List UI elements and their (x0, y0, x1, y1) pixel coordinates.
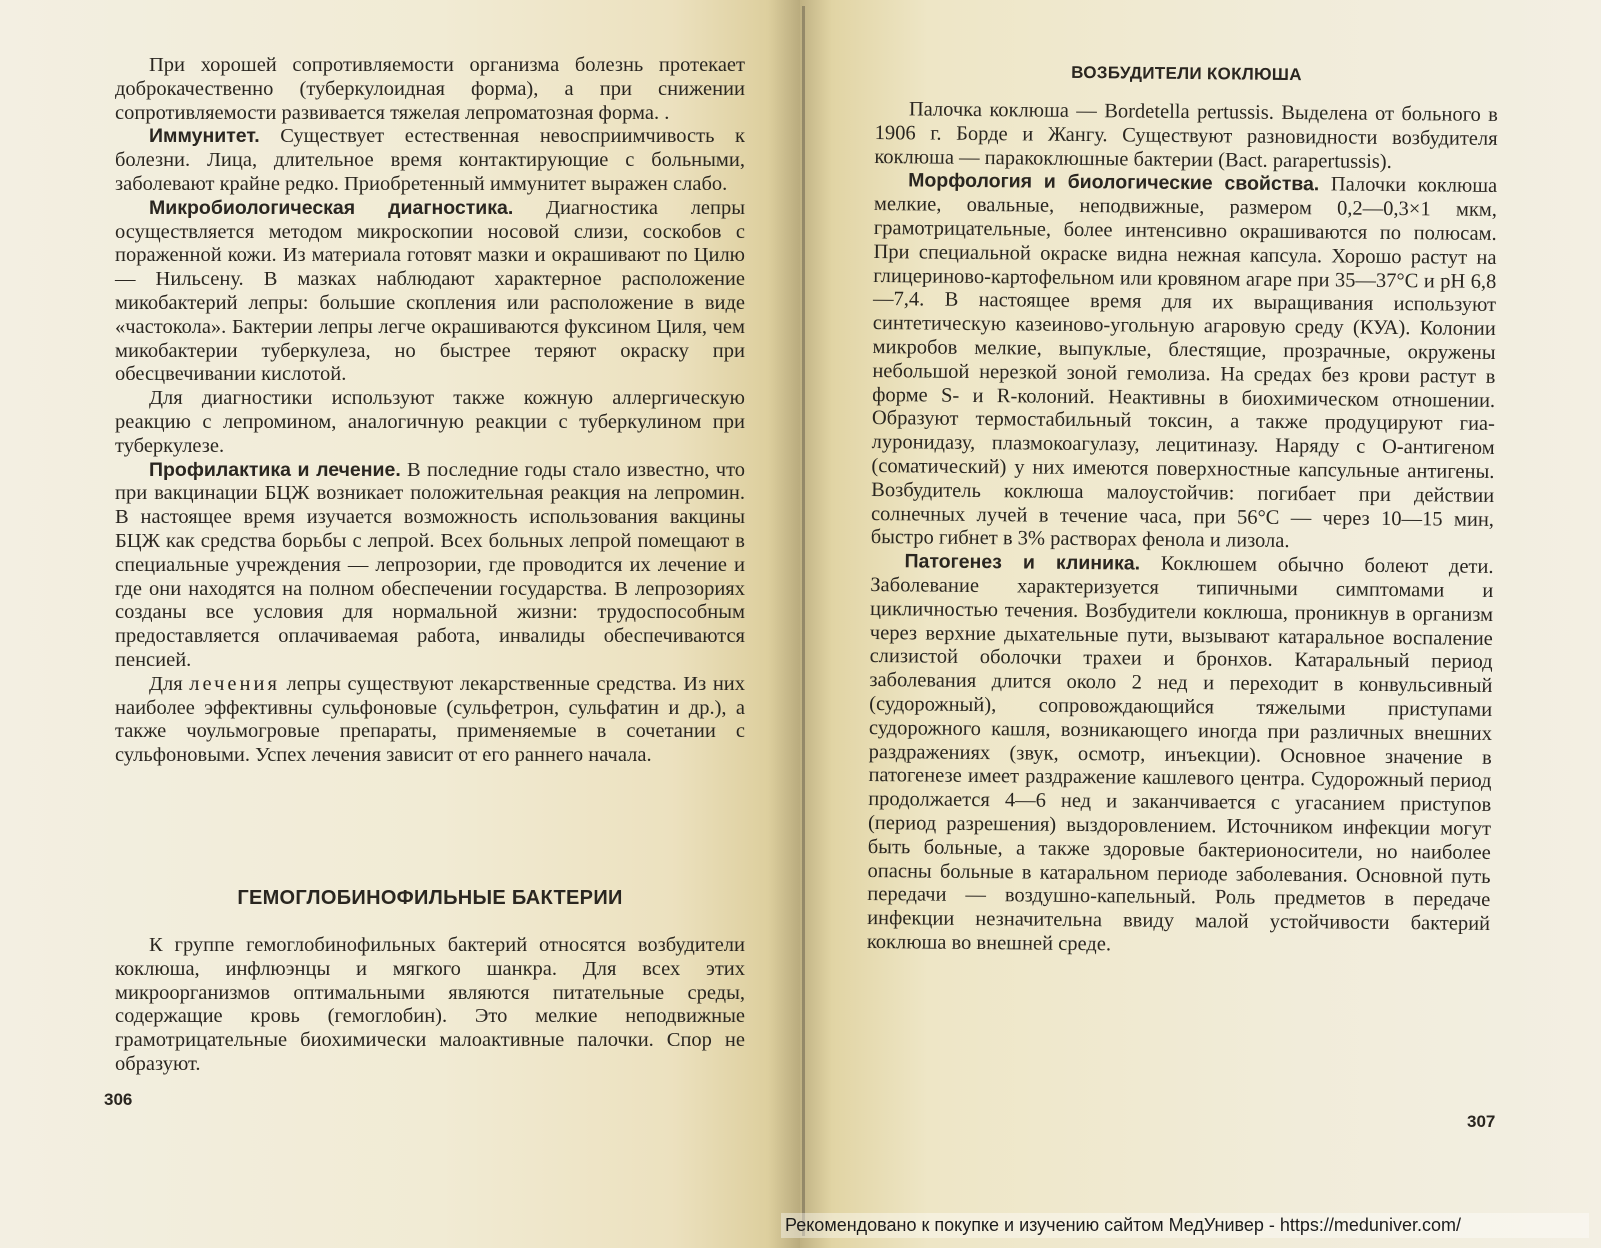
paragraph-pathogenesis: Патогенез и клиника. Коклюшем обычно болеют дети. Заболевание характеризуется типичными симптомами и цикличностью течения. Возбудители коклюша, проникнув в организм через верхние дыхательные пути, вызывают катаральное воспаление слизистой оболочки трахеи и бронхов. Катаральный период заболевания длится около 2 нед и переходит в конвульсивный (судорожный), сопровождающийся тяжелыми приступами судорожного кашля, возникающего иногда при различных внешних раздражениях (звук, осмотр, инъекции). Основное значение в патогенезе имеет раздражение кашлевого центра. Судорожный период продолжается 4—6 нед и заканчивается с угасанием приступов (период разрешения) выздоровлением. Источником инфекции могут быть больные, а также здоровые бактерионосители, но наиболее опасны больные в катаральном периоде заболевания. Основной путь передачи — воздушно-капельный. Роль предметов в передаче инфекции незначительна ввиду малой устойчивости бактерий коклюша во внешней среде. (866, 550, 1494, 956)
paragraph-pertussis-bacillus: Палочка коклюша — Bordetella pertussis. Выделена от больного в 1906 г. Борде и Жангу. Существуют разновидности возбудителя коклюша — паракоклюшные бактерии (Bact. parapertussis). (874, 98, 1498, 173)
paragraph-immunity: Иммунитет. Существует естественная невосприимчивость к болезни. Лица, длительное время контактирующие с больными, заболевают крайне редко. Приобретенный иммунитет выражен слабо. (115, 125, 745, 195)
paragraph-allergy-test: Для диагностики используют также кожную аллергическую реакцию с лепромином, аналогичную реакции с туберкулином при туберкулезе. (115, 387, 745, 457)
site-recommendation-footer: Рекомендовано к покупке и изучению сайтом МедУнивер - https://meduniver.com/ (781, 1213, 1589, 1238)
left-page-text (115, 54, 745, 768)
section-heading-hemophilic: ГЕМОГЛОБИНОФИЛЬНЫЕ БАКТЕРИИ (237, 887, 623, 909)
paragraph-morphology: Морфология и биологические свойства. Палочки коклюша мелкие, овальные, неподвижные, размером 0,2—0,3×1 мкм, грамотрицательные, более интенсивно окрашиваются по полюсам. При специальной окраске видна нежная капсула. Хорошо растут на глицериново-картофельном или кровяном агаре при 35—37°С и рН 6,8—7,4. В настоящее время для их выращивания используют синтетическую казеиново-угольную агаровую среду (КУА). Колонии микробов мелкие, выпуклые, блестящие, прозрачные, окружены небольшой нерезкой зоной гемолиза. На средах без крови растут в форме S- и R-колоний. Неактивны в биохимическом отношении. Образуют термостабильный токсин, а также продуцируют гиалуронидазу, плазмокоагулазу, лецитиназу. Наряду с О-антигеном (соматический) у них имеются поверхностные капсульные антигены. Возбудитель коклюша малоустойчив: погибает при действии солнечных лучей в течение часа, при 56°С — через 10—15 мин, быстро гибнет в 3% растворах фенола и лизола. (870, 169, 1498, 553)
paragraph-prevention: Профилактика и лечение. В последние годы стало известно, что при вакцинации БЦЖ возникает положительная реакция на лепромин. В настоящее время изучается возможность использования вакцины БЦЖ как средства борьбы с лепрой. Всех больных лепрой помещают в специальные учреждения — лепрозории, где проводится их лечение и где они находятся на полном обеспечении государства. В лепрозориях созданы все условия для нормальной жизни: трудоспособным предоставляется оплачиваемая работа, инвалиды обеспечиваются пенсией. (115, 458, 746, 671)
right-page-text (867, 98, 1498, 961)
paragraph-resistance: При хорошей сопротивляемости организма болезнь протекает доброкачественно (туберкулоидная форма), а при снижении сопротивляемости развивается тяжелая лепроматозная форма. . (115, 54, 745, 124)
section-heading-pertussis: ВОЗБУДИТЕЛИ КОКЛЮША (1071, 62, 1302, 85)
page-number-right: 307 (1467, 1112, 1496, 1131)
book-gutter (802, 6, 805, 1236)
page-number-left: 306 (104, 1090, 133, 1109)
paragraph-treatment: Для лечения лепры существуют лекарственные средства. Из них наиболее эффективны сульфоновые (сульфетрон, сульфатин и др.), а также чоульмогровые препараты, применяемые в сочетании с сульфоновыми. Успех лечения зависит от его раннего начала. (115, 672, 746, 767)
paragraph-diagnostics: Микробиологическая диагностика. Диагностика лепры осуществляется методом микроскопии носовой слизи, соскобов с пораженной кожи. Из материала готовят мазки и окрашивают по Цилю — Нильсену. В мазках наблюдают характерное расположение микобактерий лепры: большие скопления или расположение в виде «частокола». Бактерии лепры легче окрашиваются фуксином Циля, чем микобактерии туберкулеза, но быстрее теряют окраску при обесцвечивании кислотой. (115, 196, 746, 386)
left-page-section-text (115, 934, 745, 1077)
paragraph-hemophilic-group: К группе гемоглобинофильных бактерий относятся возбудители коклюша, инфлюэнцы и мягкого шанкра. Для всех этих микроорганизмов оптимальными являются питательные среды, содержащие кровь (гемоглобин). Это мелкие неподвижные грамотрицательные биохимически малоактивные палочки. Спор не образуют. (115, 934, 745, 1075)
